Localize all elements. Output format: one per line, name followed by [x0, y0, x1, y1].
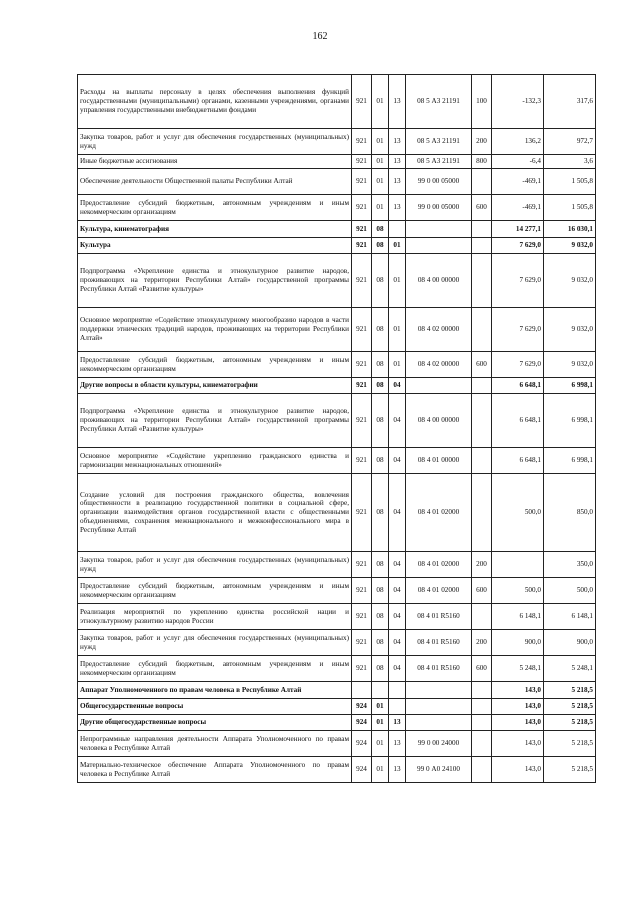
ved-code: 921	[352, 169, 372, 195]
row-name: Предоставление субсидий бюджетным, автономным учреждениям и иным некоммерческим организациям	[78, 352, 352, 378]
section-code: 01	[372, 699, 389, 715]
amount-change: 500,0	[492, 578, 544, 604]
table-row	[78, 682, 596, 699]
subsection-code: 13	[389, 169, 406, 195]
expense-type-code: 800	[472, 155, 492, 169]
ved-code: 924	[352, 731, 372, 757]
row-name: Обеспечение деятельности Общественной палаты Республики Алтай	[78, 169, 352, 195]
amount-change: -6,4	[492, 155, 544, 169]
amount-total: 1 505,8	[544, 169, 596, 195]
table-row	[78, 308, 596, 352]
target-article-code: 08 4 02 00000	[406, 308, 472, 352]
target-article-code: 08 4 01 02000	[406, 552, 472, 578]
subsection-code: 04	[389, 448, 406, 474]
section-code: 08	[372, 630, 389, 656]
table-row	[78, 129, 596, 155]
amount-total: 5 218,5	[544, 757, 596, 783]
amount-total: 9 032,0	[544, 254, 596, 308]
amount-change: 143,0	[492, 731, 544, 757]
section-code: 01	[372, 757, 389, 783]
expense-type-code	[472, 604, 492, 630]
ved-code: 924	[352, 757, 372, 783]
expense-type-code	[472, 308, 492, 352]
row-name: Реализация мероприятий по укреплению единства российской нации и этнокультурному развитию народов России	[78, 604, 352, 630]
row-name: Непрограммные направления деятельности Аппарата Уполномоченного по правам человека в Республике Алтай	[78, 731, 352, 757]
table-row	[78, 352, 596, 378]
section-code: 01	[372, 169, 389, 195]
table-row	[78, 656, 596, 682]
target-article-code: 08 4 01 R5160	[406, 656, 472, 682]
amount-change: 7 629,0	[492, 254, 544, 308]
expense-type-code	[472, 221, 492, 238]
row-name: Основное мероприятие «Содействие укреплению гражданского единства и гармонизации межнациональных отношений»	[78, 448, 352, 474]
ved-code: 921	[352, 552, 372, 578]
target-article-code	[406, 715, 472, 731]
table-row	[78, 578, 596, 604]
target-article-code: 08 4 01 R5160	[406, 630, 472, 656]
subsection-code: 04	[389, 604, 406, 630]
ved-code: 921	[352, 474, 372, 552]
target-article-code: 99 0 А0 24100	[406, 757, 472, 783]
amount-change: 6 648,1	[492, 448, 544, 474]
ved-code: 921	[352, 656, 372, 682]
section-code	[372, 682, 389, 699]
row-name: Расходы на выплаты персоналу в целях обеспечения выполнения функций государственными (муниципальными) органами, казенными учреждениями, органами управления государственными внебюджетными фондами	[78, 75, 352, 129]
target-article-code: 08 4 01 02000	[406, 474, 472, 552]
ved-code: 921	[352, 129, 372, 155]
section-code: 01	[372, 129, 389, 155]
subsection-code: 04	[389, 578, 406, 604]
ved-code: 921	[352, 578, 372, 604]
amount-total: 6 998,1	[544, 378, 596, 394]
amount-change: 143,0	[492, 699, 544, 715]
subsection-code: 04	[389, 474, 406, 552]
row-name: Предоставление субсидий бюджетным, автономным учреждениям и иным некоммерческим организациям	[78, 578, 352, 604]
expense-type-code: 600	[472, 656, 492, 682]
section-code: 08	[372, 238, 389, 254]
amount-total: 317,6	[544, 75, 596, 129]
amount-change: -132,3	[492, 75, 544, 129]
budget-table	[77, 74, 596, 783]
subsection-code: 13	[389, 757, 406, 783]
ved-code: 921	[352, 155, 372, 169]
subsection-code: 04	[389, 552, 406, 578]
expense-type-code: 600	[472, 578, 492, 604]
expense-type-code	[472, 731, 492, 757]
ved-code: 921	[352, 75, 372, 129]
section-code: 08	[372, 552, 389, 578]
target-article-code: 08 5 А3 21191	[406, 75, 472, 129]
target-article-code: 99 0 00 05000	[406, 169, 472, 195]
subsection-code: 01	[389, 352, 406, 378]
amount-total: 5 248,1	[544, 656, 596, 682]
ved-code: 921	[352, 221, 372, 238]
amount-change: -469,1	[492, 169, 544, 195]
section-code: 01	[372, 75, 389, 129]
amount-total: 9 032,0	[544, 238, 596, 254]
row-name: Закупка товаров, работ и услуг для обеспечения государственных (муниципальных) нужд	[78, 552, 352, 578]
table-row	[78, 552, 596, 578]
amount-change: 7 629,0	[492, 308, 544, 352]
subsection-code: 13	[389, 715, 406, 731]
target-article-code	[406, 221, 472, 238]
table-row	[78, 699, 596, 715]
amount-total: 5 218,5	[544, 715, 596, 731]
amount-change: -469,1	[492, 195, 544, 221]
target-article-code: 99 0 00 05000	[406, 195, 472, 221]
target-article-code: 08 5 А3 21191	[406, 129, 472, 155]
section-code: 08	[372, 308, 389, 352]
row-name: Культура	[78, 238, 352, 254]
amount-change	[492, 552, 544, 578]
row-name: Культура, кинематография	[78, 221, 352, 238]
target-article-code: 08 4 01 00000	[406, 448, 472, 474]
target-article-code: 08 4 01 R5160	[406, 604, 472, 630]
section-code: 01	[372, 731, 389, 757]
ved-code: 921	[352, 394, 372, 448]
section-code: 08	[372, 221, 389, 238]
subsection-code: 04	[389, 630, 406, 656]
subsection-code: 04	[389, 394, 406, 448]
expense-type-code	[472, 378, 492, 394]
section-code: 08	[372, 656, 389, 682]
amount-total: 9 032,0	[544, 308, 596, 352]
section-code: 01	[372, 715, 389, 731]
ved-code: 921	[352, 352, 372, 378]
expense-type-code	[472, 715, 492, 731]
amount-total: 6 148,1	[544, 604, 596, 630]
ved-code: 921	[352, 630, 372, 656]
expense-type-code: 100	[472, 75, 492, 129]
amount-change: 136,2	[492, 129, 544, 155]
subsection-code	[389, 221, 406, 238]
ved-code: 921	[352, 308, 372, 352]
table-row	[78, 604, 596, 630]
target-article-code: 08 4 00 00000	[406, 254, 472, 308]
row-name: Основное мероприятие «Содействие этнокультурному многообразию народов в части поддержки этнических традиций народов, проживающих на территории Республики Алтай»	[78, 308, 352, 352]
amount-total: 3,6	[544, 155, 596, 169]
table-row	[78, 378, 596, 394]
target-article-code: 08 4 02 00000	[406, 352, 472, 378]
row-name: Закупка товаров, работ и услуг для обеспечения государственных (муниципальных) нужд	[78, 129, 352, 155]
subsection-code: 13	[389, 731, 406, 757]
expense-type-code: 200	[472, 630, 492, 656]
row-name: Предоставление субсидий бюджетным, автономным учреждениям и иным некоммерческим организациям	[78, 656, 352, 682]
target-article-code: 08 5 А3 21191	[406, 155, 472, 169]
expense-type-code	[472, 474, 492, 552]
ved-code: 921	[352, 195, 372, 221]
section-code: 08	[372, 378, 389, 394]
subsection-code: 04	[389, 378, 406, 394]
table-row	[78, 757, 596, 783]
subsection-code: 01	[389, 254, 406, 308]
expense-type-code	[472, 394, 492, 448]
amount-change: 7 629,0	[492, 352, 544, 378]
subsection-code: 01	[389, 308, 406, 352]
target-article-code	[406, 238, 472, 254]
amount-total: 972,7	[544, 129, 596, 155]
expense-type-code: 600	[472, 352, 492, 378]
table-row	[78, 238, 596, 254]
table-row	[78, 630, 596, 656]
row-name: Другие вопросы в области культуры, кинематографии	[78, 378, 352, 394]
amount-change: 6 648,1	[492, 378, 544, 394]
target-article-code	[406, 682, 472, 699]
row-name: Закупка товаров, работ и услуг для обеспечения государственных (муниципальных) нужд	[78, 630, 352, 656]
amount-change: 900,0	[492, 630, 544, 656]
amount-change: 6 148,1	[492, 604, 544, 630]
ved-code: 924	[352, 699, 372, 715]
subsection-code	[389, 699, 406, 715]
target-article-code: 99 0 00 24000	[406, 731, 472, 757]
amount-total: 350,0	[544, 552, 596, 578]
amount-total: 9 032,0	[544, 352, 596, 378]
target-article-code	[406, 378, 472, 394]
subsection-code: 13	[389, 195, 406, 221]
ved-code: 921	[352, 254, 372, 308]
amount-change: 14 277,1	[492, 221, 544, 238]
expense-type-code: 200	[472, 552, 492, 578]
expense-type-code	[472, 757, 492, 783]
subsection-code	[389, 682, 406, 699]
section-code: 08	[372, 394, 389, 448]
table-row	[78, 731, 596, 757]
expense-type-code: 200	[472, 129, 492, 155]
section-code: 01	[372, 155, 389, 169]
amount-change: 500,0	[492, 474, 544, 552]
expense-type-code	[472, 682, 492, 699]
table-row	[78, 221, 596, 238]
expense-type-code	[472, 254, 492, 308]
table-row	[78, 448, 596, 474]
table-row	[78, 715, 596, 731]
target-article-code	[406, 699, 472, 715]
ved-code: 921	[352, 238, 372, 254]
section-code: 08	[372, 448, 389, 474]
row-name: Другие общегосударственные вопросы	[78, 715, 352, 731]
amount-total: 5 218,5	[544, 682, 596, 699]
row-name: Материально-техническое обеспечение Аппарата Уполномоченного по правам человека в Республике Алтай	[78, 757, 352, 783]
section-code: 08	[372, 578, 389, 604]
amount-change: 143,0	[492, 682, 544, 699]
row-name: Создание условий для построения гражданского общества, вовлечения общественности в реализацию государственной политики в социальной сфере, организации взаимодействия органов государственной власти с общественными объединениями, сохранения межнационального и межконфессионального мира в Республике Алтай	[78, 474, 352, 552]
row-name: Предоставление субсидий бюджетным, автономным учреждениям и иным некоммерческим организациям	[78, 195, 352, 221]
page-number: 162	[312, 31, 328, 42]
expense-type-code	[472, 448, 492, 474]
row-name: Иные бюджетные ассигнования	[78, 155, 352, 169]
subsection-code: 13	[389, 155, 406, 169]
amount-change: 143,0	[492, 757, 544, 783]
amount-change: 143,0	[492, 715, 544, 731]
amount-total: 500,0	[544, 578, 596, 604]
subsection-code: 13	[389, 129, 406, 155]
table-row	[78, 195, 596, 221]
ved-code	[352, 682, 372, 699]
row-name: Аппарат Уполномоченного по правам человека в Республике Алтай	[78, 682, 352, 699]
section-code: 08	[372, 254, 389, 308]
amount-total: 1 505,8	[544, 195, 596, 221]
row-name: Общегосударственные вопросы	[78, 699, 352, 715]
amount-total: 5 218,5	[544, 699, 596, 715]
table-row	[78, 254, 596, 308]
ved-code: 924	[352, 715, 372, 731]
expense-type-code	[472, 169, 492, 195]
ved-code: 921	[352, 378, 372, 394]
section-code: 08	[372, 474, 389, 552]
amount-total: 850,0	[544, 474, 596, 552]
amount-total: 900,0	[544, 630, 596, 656]
amount-total: 6 998,1	[544, 448, 596, 474]
amount-change: 6 648,1	[492, 394, 544, 448]
amount-total: 6 998,1	[544, 394, 596, 448]
amount-change: 5 248,1	[492, 656, 544, 682]
subsection-code: 01	[389, 238, 406, 254]
table-row	[78, 394, 596, 448]
subsection-code: 04	[389, 656, 406, 682]
target-article-code: 08 4 00 00000	[406, 394, 472, 448]
ved-code: 921	[352, 448, 372, 474]
expense-type-code	[472, 699, 492, 715]
expense-type-code: 600	[472, 195, 492, 221]
table-row	[78, 155, 596, 169]
expense-type-code	[472, 238, 492, 254]
ved-code: 921	[352, 604, 372, 630]
amount-change: 7 629,0	[492, 238, 544, 254]
amount-total: 5 218,5	[544, 731, 596, 757]
section-code: 08	[372, 352, 389, 378]
section-code: 08	[372, 604, 389, 630]
table-row	[78, 75, 596, 129]
amount-total: 16 030,1	[544, 221, 596, 238]
table-row	[78, 474, 596, 552]
target-article-code: 08 4 01 02000	[406, 578, 472, 604]
row-name: Подпрограмма «Укрепление единства и этнокультурное развитие народов, проживающих на территории Республики Алтай» государственной программы Республики Алтай «Развитие культуры»	[78, 254, 352, 308]
section-code: 01	[372, 195, 389, 221]
row-name: Подпрограмма «Укрепление единства и этнокультурное развитие народов, проживающих на территории Республики Алтай» государственной программы Республики Алтай «Развитие культуры»	[78, 394, 352, 448]
table-row	[78, 169, 596, 195]
subsection-code: 13	[389, 75, 406, 129]
